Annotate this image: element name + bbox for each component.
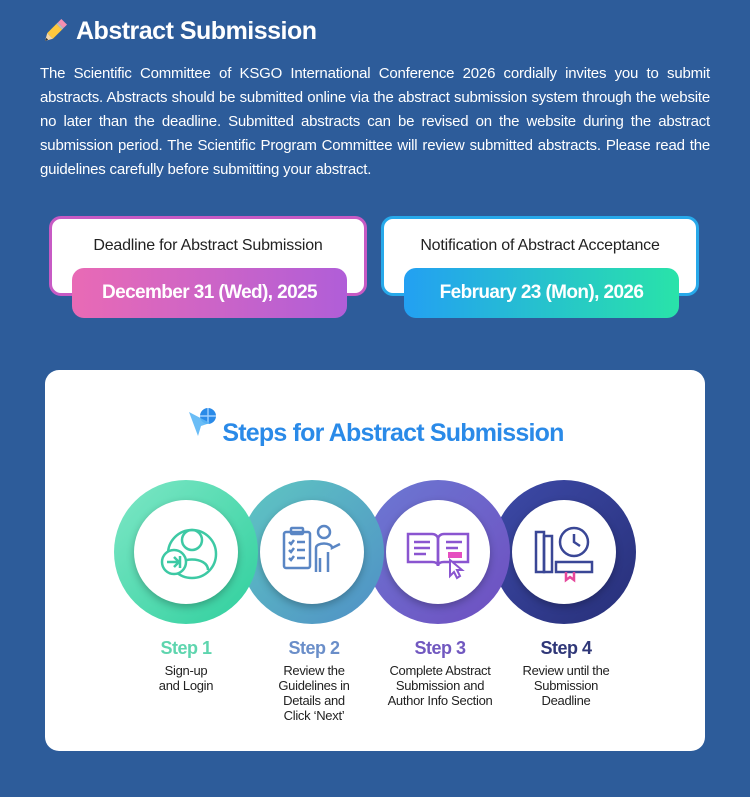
step-3-description: Complete Abstract Submission and Author Info Section (387, 663, 493, 708)
step-4-description: Review until the Submission Deadline (522, 663, 610, 708)
step-3 (377, 638, 503, 708)
step-2-description: Review the Guidelines in Details and Click ‘Next’ (278, 663, 350, 723)
steps-panel (45, 370, 705, 751)
books-clock-icon (528, 516, 600, 588)
login-user-icon (150, 516, 222, 588)
deadline-label: Deadline for Abstract Submission (93, 237, 323, 254)
deadline-date: December 31 (Wed), 2025 (72, 268, 347, 318)
step-4 (503, 638, 629, 708)
clipboard-presenter-icon (276, 516, 348, 588)
step-1 (123, 638, 249, 693)
notification-date: February 23 (Mon), 2026 (404, 268, 679, 318)
book-click-icon (402, 516, 474, 588)
intro-paragraph: The Scientific Committee of KSGO International Conference 2026 cordially invites you to submit abstracts. Abstracts should be submitted online via the abstract submission system through the website no later than the deadline. Submitted abstracts can be revised on the website during the abstract submission period. The Scientific Program Committee will review submitted abstracts. Please read the guidelines carefully before submitting your abstract. (40, 65, 710, 178)
step-1-description: Sign-up and Login (158, 663, 214, 693)
page-title: Abstract Submission (76, 16, 317, 45)
step-4-number: Step 4 (540, 638, 592, 658)
step-2-circle (240, 480, 384, 624)
step-3-number: Step 3 (414, 638, 466, 658)
notification-label: Notification of Abstract Acceptance (420, 237, 660, 254)
step-2-number: Step 2 (288, 638, 340, 658)
steps-title-text: Steps for Abstract Submission (222, 419, 564, 447)
section-title (40, 16, 317, 46)
step-4-circle (492, 480, 636, 624)
step-2 (251, 638, 377, 723)
step-1-circle (114, 480, 258, 624)
step-3-circle (366, 480, 510, 624)
pencil-icon (40, 16, 70, 46)
step-1-number: Step 1 (160, 638, 212, 658)
